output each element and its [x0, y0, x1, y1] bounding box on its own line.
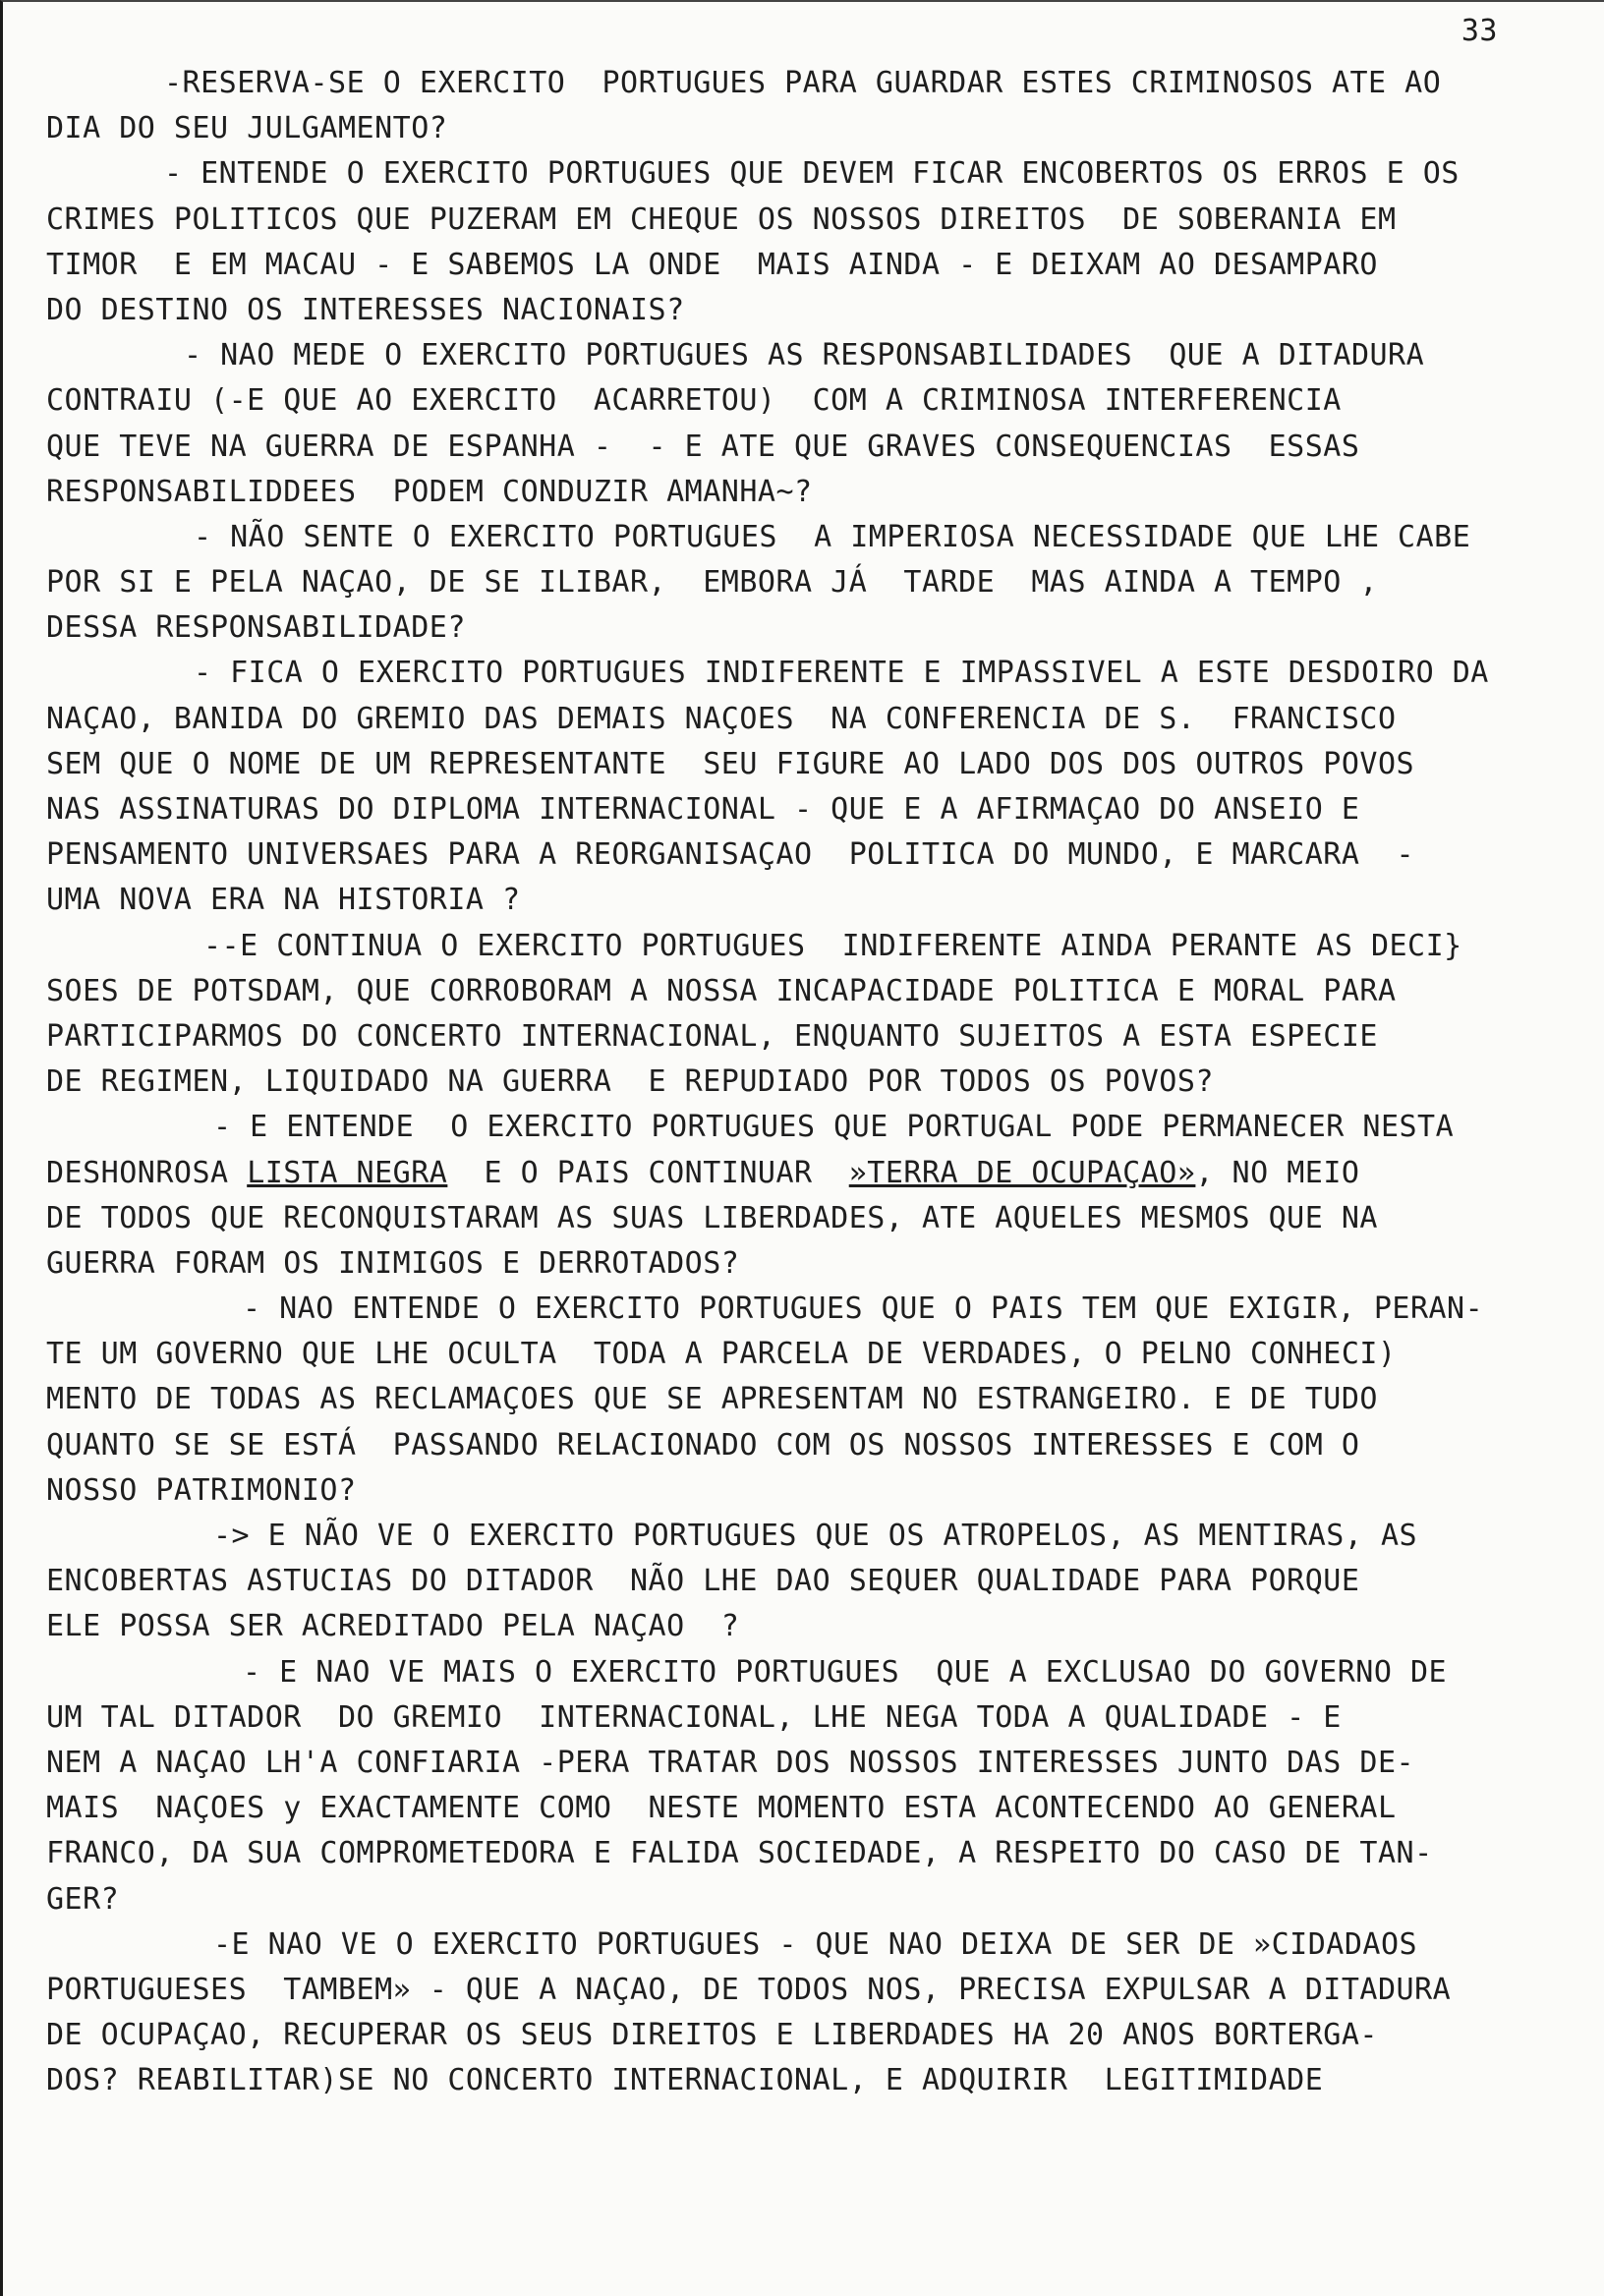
page-number: 33: [1461, 14, 1498, 48]
text-line: - FICA O EXERCITO PORTUGUES INDIFERENTE E IMPASSIVEL A ESTE DESDOIRO DA: [194, 656, 1489, 691]
text-line: NAÇAO, BANIDA DO GREMIO DAS DEMAIS NAÇOES NA CONFERENCIA DE S. FRANCISCO: [46, 701, 1397, 736]
text-line: CRIMES POLITICOS QUE PUZERAM EM CHEQUE OS NOSSOS DIREITOS DE SOBERANIA EM: [46, 201, 1397, 237]
text-line: RESPONSABILIDDEES PODEM CONDUZIR AMANHA~?: [46, 474, 813, 509]
text-line: -> E NÃO VE O EXERCITO PORTUGUES QUE OS ATROPELOS, AS MENTIRAS, AS: [213, 1519, 1418, 1553]
text-line: --E CONTINUA O EXERCITO PORTUGUES INDIFERENTE AINDA PERANTE AS DECI}: [203, 928, 1462, 963]
text-line: SOES DE POTSDAM, QUE CORROBORAM A NOSSA INCAPACIDADE POLITICA E MORAL PARA: [46, 973, 1397, 1008]
text-line: PARTICIPARMOS DO CONCERTO INTERNACIONAL, ENQUANTO SUJEITOS A ESTA ESPECIE: [46, 1018, 1378, 1054]
text-line: DIA DO SEU JULGAMENTO?: [46, 111, 448, 146]
text-line: CONTRAIU (-E QUE AO EXERCITO ACARRETOU) COM A CRIMINOSA INTERFERENCIA: [46, 383, 1342, 419]
text-line: - NÃO SENTE O EXERCITO PORTUGUES A IMPERIOSA NECESSIDADE QUE LHE CABE: [194, 519, 1471, 554]
text-line: DESSA RESPONSABILIDADE?: [46, 610, 466, 646]
text-line: DE TODOS QUE RECONQUISTARAM AS SUAS LIBERDADES, ATE AQUELES MESMOS QUE NA: [46, 1200, 1378, 1235]
text-line: DE OCUPAÇAO, RECUPERAR OS SEUS DIREITOS E LIBERDADES HA 20 ANOS BORTERGA-: [46, 2018, 1378, 2053]
text-line: UMA NOVA ERA NA HISTORIA ?: [46, 883, 521, 918]
text-segment: , NO MEIO: [1195, 1155, 1360, 1190]
typed-text-block: [46, 61, 1589, 2103]
underlined-phrase: LISTA NEGRA: [247, 1155, 448, 1190]
text-line: -RESERVA-SE O EXERCITO PORTUGUES PARA GUARDAR ESTES CRIMINOSOS ATE AO: [164, 66, 1442, 100]
text-line: SEM QUE O NOME DE UM REPRESENTANTE SEU FIGURE AO LADO DOS DOS OUTROS POVOS: [46, 746, 1415, 781]
text-line: ELE POSSA SER ACREDITADO PELA NAÇAO ?: [46, 1609, 740, 1644]
text-line: FRANCO, DA SUA COMPROMETEDORA E FALIDA SOCIEDADE, A RESPEITO DO CASO DE TAN-: [46, 1836, 1433, 1871]
text-line: GER?: [46, 1881, 120, 1917]
text-line: - E NAO VE MAIS O EXERCITO PORTUGUES QUE A EXCLUSAO DO GOVERNO DE: [243, 1654, 1448, 1690]
text-line: [46, 1151, 1589, 1196]
text-line: QUANTO SE SE ESTÁ PASSANDO RELACIONADO COM OS NOSSOS INTERESSES E COM O: [46, 1427, 1360, 1463]
text-line: -E NAO VE O EXERCITO PORTUGUES - QUE NAO DEIXA DE SER DE »CIDADAOS: [213, 1926, 1418, 1962]
text-line: TE UM GOVERNO QUE LHE OCULTA TODA A PARCELA DE VERDADES, O PELNO CONHECI): [46, 1337, 1397, 1372]
text-line: POR SI E PELA NAÇAO, DE SE ILIBAR, EMBORA JÁ TARDE MAS AINDA A TEMPO ,: [46, 565, 1378, 601]
text-line: - NAO ENTENDE O EXERCITO PORTUGUES QUE O PAIS TEM QUE EXIGIR, PERAN-: [243, 1292, 1484, 1327]
underlined-phrase: »TERRA DE OCUPAÇAO»: [848, 1155, 1196, 1190]
text-line: UM TAL DITADOR DO GREMIO INTERNACIONAL, LHE NEGA TODA A QUALIDADE - E: [46, 1699, 1342, 1735]
text-line: DO DESTINO OS INTERESSES NACIONAIS?: [46, 292, 685, 327]
text-line: NEM A NAÇAO LH'A CONFIARIA -PERA TRATAR DOS NOSSOS INTERESSES JUNTO DAS DE-: [46, 1745, 1415, 1780]
text-line: DOS? REABILITAR)SE NO CONCERTO INTERNACIONAL, E ADQUIRIR LEGITIMIDADE: [46, 2063, 1324, 2098]
text-line: NOSSO PATRIMONIO?: [46, 1472, 357, 1508]
text-line: - NAO MEDE O EXERCITO PORTUGUES AS RESPONSABILIDADES QUE A DITADURA: [184, 338, 1425, 373]
text-line: PENSAMENTO UNIVERSAES PARA A REORGANISAÇAO POLITICA DO MUNDO, E MARCARA -: [46, 837, 1415, 873]
text-line: ENCOBERTAS ASTUCIAS DO DITADOR NÃO LHE DAO SEQUER QUALIDADE PARA PORQUE: [46, 1564, 1360, 1599]
text-line: TIMOR E EM MACAU - E SABEMOS LA ONDE MAIS AINDA - E DEIXAM AO DESAMPARO: [46, 247, 1378, 282]
text-line: MENTO DE TODAS AS RECLAMAÇOES QUE SE APRESENTAM NO ESTRANGEIRO. E DE TUDO: [46, 1382, 1378, 1417]
text-line: QUE TEVE NA GUERRA DE ESPANHA - - E ATE QUE GRAVES CONSEQUENCIAS ESSAS: [46, 429, 1360, 464]
text-line: MAIS NAÇOES y EXACTAMENTE COMO NESTE MOMENTO ESTA ACONTECENDO AO GENERAL: [46, 1791, 1397, 1826]
text-line: DE REGIMEN, LIQUIDADO NA GUERRA E REPUDIADO POR TODOS OS POVOS?: [46, 1064, 1214, 1100]
text-line: NAS ASSINATURAS DO DIPLOMA INTERNACIONAL - QUE E A AFIRMAÇAO DO ANSEIO E: [46, 792, 1360, 827]
text-segment: E O PAIS CONTINUAR: [447, 1155, 849, 1190]
text-line: GUERRA FORAM OS INIMIGOS E DERROTADOS?: [46, 1245, 740, 1281]
text-line: - ENTENDE O EXERCITO PORTUGUES QUE DEVEM FICAR ENCOBERTOS OS ERROS E OS: [164, 156, 1460, 192]
text-line: PORTUGUESES TAMBEM» - QUE A NAÇAO, DE TODOS NOS, PRECISA EXPULSAR A DITADURA: [46, 1972, 1452, 2007]
text-line: - E ENTENDE O EXERCITO PORTUGUES QUE PORTUGAL PODE PERMANECER NESTA: [213, 1110, 1455, 1145]
text-segment: DESHONROSA: [46, 1155, 248, 1190]
